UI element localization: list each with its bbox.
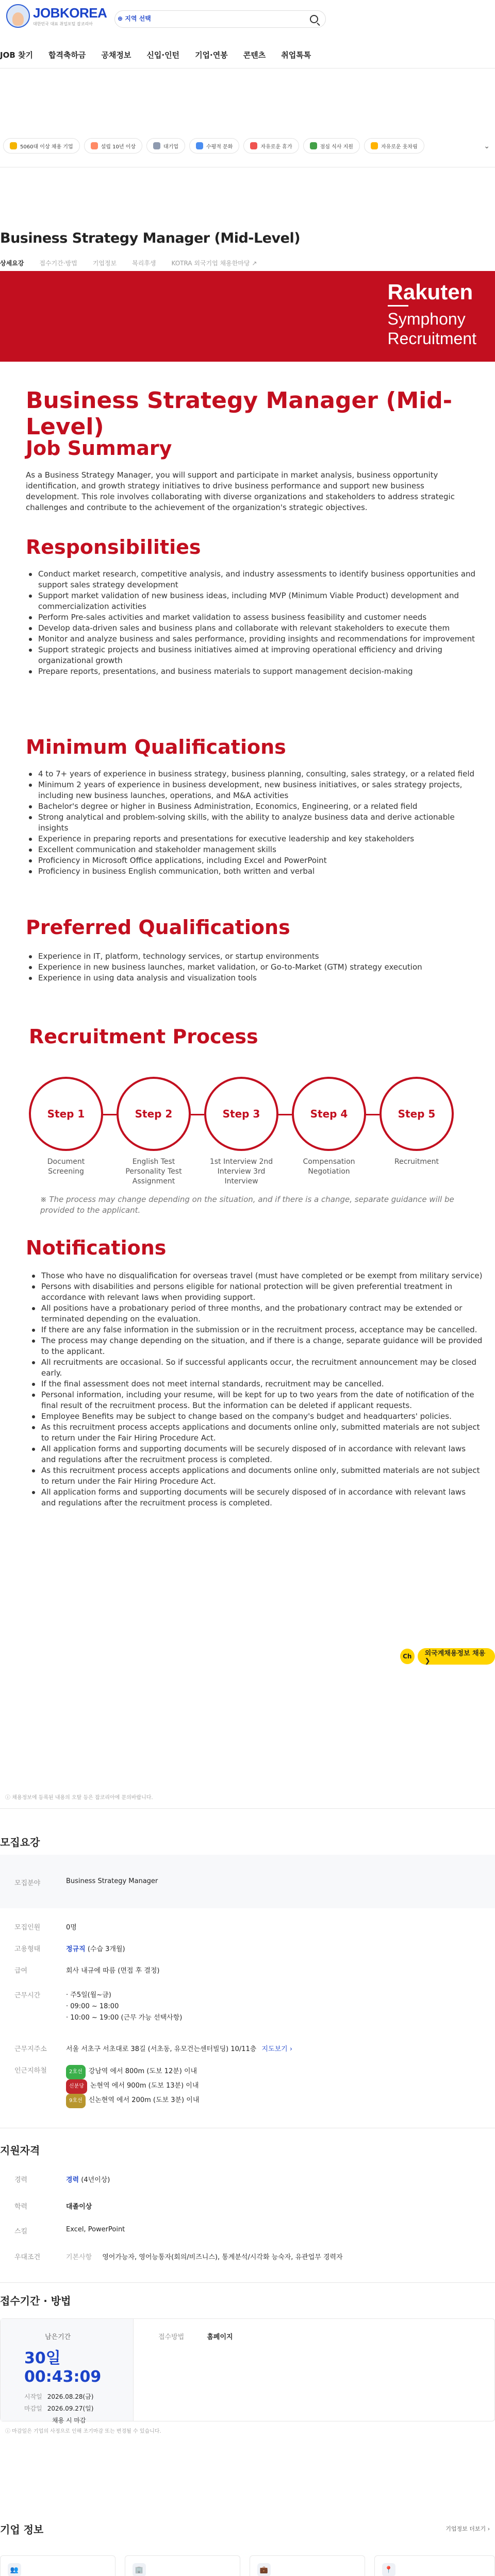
subway-line-badge: 9호선 bbox=[66, 2094, 86, 2108]
nav-item[interactable]: JOB 찾기 bbox=[0, 50, 33, 60]
header-divider bbox=[0, 68, 495, 69]
list-item: All positions have a probationary period of three months, and the probationary contract may be extended or terminated depending on the evaluation. bbox=[29, 1303, 483, 1325]
apply-notice: ⓘ 마감일은 기업의 사정으로 인해 조기마감 또는 변경될 수 있습니다. bbox=[5, 2429, 161, 2434]
list-item: As this recruitment process accepts applications and documents online only, submitted materials are not subject to return under the Fair Hiring Procedure Act. bbox=[29, 1465, 483, 1487]
process-step bbox=[117, 1077, 191, 1187]
list-item: Prepare reports, presentations, and business materials to support management decision-making bbox=[26, 666, 480, 677]
chip-icon bbox=[10, 142, 17, 149]
detail-tabs bbox=[0, 259, 257, 267]
step-circle: Step 1 bbox=[29, 1077, 103, 1151]
list-item: Support market validation of new business ideas, including MVP (Minimum Viable Product) development and commercialization activities bbox=[26, 590, 480, 612]
method-row: 접수방법 홈페이지 bbox=[158, 2333, 233, 2341]
people-icon: 👥 bbox=[8, 2563, 21, 2576]
remaining-panel: 남은기간 30일 00:43:09 시작일 2026.08.28(금) 마감일 2026.09.27(일) 채용 시 마감 bbox=[1, 2319, 134, 2421]
list-item: The process may change depending on the situation, and if there is a change, separate guidance will be provided to the applicant. bbox=[29, 1335, 483, 1357]
company-banner bbox=[0, 271, 495, 362]
tab-welfare[interactable]: 복리후생 bbox=[132, 260, 156, 267]
nav-item[interactable]: 공채정보 bbox=[101, 50, 131, 60]
quick-chip[interactable]: 점심 식사 지원 bbox=[303, 138, 360, 154]
report-tip: ⓘ 채용정보에 등록된 내용의 오탈 등은 잡코리아에 문의바랍니다. bbox=[5, 1795, 153, 1801]
logo-subtitle: 대한민국 대표 취업포털 잡코리아 bbox=[33, 22, 93, 26]
list-item: If the final assessment does not meet internal standards, recruitment may be cancelled. bbox=[29, 1379, 483, 1389]
company-section-title: 기업 정보 bbox=[0, 2523, 44, 2536]
process-step bbox=[204, 1077, 278, 1187]
tab-details[interactable]: 상세요강 bbox=[0, 260, 24, 267]
list-item: Perform Pre-sales activities and market validation to assess business feasibility and customer needs bbox=[26, 612, 480, 623]
quick-chip[interactable]: 5060대 이상 채용 기업 bbox=[3, 138, 80, 154]
process-step bbox=[380, 1077, 454, 1167]
list-item: Support strategic projects and business initiatives aimed at improving operational efficiency and driving organizational growth bbox=[26, 645, 480, 666]
position-row: 모집분야 Business Strategy Manager bbox=[14, 1877, 158, 1887]
list-item: 4 to 7+ years of experience in business strategy, business planning, consulting, sales strategy, or a related field bbox=[26, 769, 480, 779]
chip-icon bbox=[371, 142, 378, 149]
list-item: Develop data-driven sales and business plans and collaborate with relevant stakeholders to execute them bbox=[26, 623, 480, 634]
countdown-timer: 30일 00:43:09 bbox=[24, 2349, 102, 2386]
quick-chip[interactable]: 자유로운 휴가 bbox=[243, 138, 299, 154]
min-qualifications-list bbox=[26, 769, 480, 877]
apply-box bbox=[0, 2318, 495, 2424]
qualification-section-title: 지원자격 bbox=[0, 2144, 40, 2157]
summary-heading: Job Summary bbox=[26, 437, 172, 460]
notifications-heading: Notifications bbox=[26, 1236, 167, 1259]
tab-kotra-link[interactable]: KOTRA 외국기업 채용한마당 ↗ bbox=[171, 260, 257, 267]
quick-chip[interactable]: 자유로운 옷차림 bbox=[364, 138, 424, 154]
section-divider bbox=[0, 2282, 495, 2283]
employment-row: 고용형태 정규직 (수습 3개월) bbox=[14, 1945, 125, 1953]
logo-text: JOBKOREA bbox=[33, 5, 107, 21]
main-nav bbox=[0, 49, 311, 60]
list-item: All application forms and supporting documents will be securely disposed of in accordance with relevant laws and regulations after the recruitment process is completed. bbox=[29, 1487, 483, 1509]
site-logo[interactable] bbox=[6, 4, 107, 28]
jd-heading: Business Strategy Manager (Mid-Level) bbox=[26, 387, 453, 440]
logo-mascot-icon bbox=[6, 4, 30, 28]
list-item: Excellent communication and stakeholder management skills bbox=[26, 844, 480, 855]
quick-chip[interactable]: 대기업 bbox=[146, 138, 185, 154]
list-item: Experience in using data analysis and visualization tools bbox=[26, 973, 480, 984]
step-description: Compensation Negotiation bbox=[303, 1158, 355, 1176]
hours-row: 근무시간 · 주5일(월~금) · 09:00 ~ 18:00 · 10:00 ~ 19:00 (근무 가능 선택사항) bbox=[14, 1991, 183, 2022]
preferred-qualifications-heading: Preferred Qualifications bbox=[26, 916, 290, 939]
step-connector bbox=[366, 1114, 380, 1115]
company-info-card bbox=[0, 2555, 116, 2576]
step-connector bbox=[278, 1114, 292, 1115]
list-item: Those who have no disqualification for overseas travel (must have completed or be exempt from military service) bbox=[29, 1270, 483, 1281]
section-divider bbox=[0, 1808, 495, 1809]
min-qualifications-heading: Minimum Qualifications bbox=[26, 736, 286, 758]
map-link[interactable]: 지도보기 › bbox=[261, 2045, 293, 2053]
list-item: Conduct market research, competitive analysis, and industry assessments to identify business opportunities and support sales strategy development bbox=[26, 569, 480, 590]
list-item: Persons with disabilities and persons eligible for national protection will be given preferential treatment in accordance with relevant laws when providing support. bbox=[29, 1281, 483, 1303]
process-heading: Recruitment Process bbox=[29, 1025, 258, 1048]
nav-item[interactable]: 콘텐츠 bbox=[243, 50, 266, 60]
list-item: Experience in preparing reports and presentations for executive leadership and key stakeholders bbox=[26, 834, 480, 844]
list-item: Personal information, including your resume, will be kept for up to two years from the date of notification of the final result of the recruitment process. But the information can be deleted if applicant requests. bbox=[29, 1389, 483, 1411]
skill-row: 스킬 Excel, PowerPoint bbox=[14, 2226, 125, 2235]
nav-item[interactable]: 기업·연봉 bbox=[195, 50, 228, 60]
list-item: Minimum 2 years of experience in business development, new business initiatives, or sales strategy projects, including new business launches, operations, and M&A activities bbox=[26, 779, 480, 801]
company-info-card bbox=[125, 2555, 240, 2576]
summary-text: As a Business Strategy Manager, you will support and participate in market analysis, business opportunity identification, and growth strategy initiatives to drive business performance and support new business development. This role involves collaborating with diverse organizations and stakeholders to address strategic challenges and contribute to the achievement of the organization's strategic objectives. bbox=[26, 470, 455, 512]
notifications-list bbox=[29, 1270, 483, 1509]
chip-icon bbox=[196, 142, 203, 149]
process-step bbox=[29, 1077, 103, 1177]
salary-row: 급여 회사 내규에 따름 (면접 후 결정) bbox=[14, 1967, 160, 1975]
nav-item[interactable]: 취업톡톡 bbox=[281, 50, 311, 60]
step-circle: Step 2 bbox=[117, 1077, 191, 1151]
subway-line-badge: 2호선 bbox=[66, 2065, 86, 2079]
company-info-card bbox=[250, 2555, 365, 2576]
process-step bbox=[292, 1077, 366, 1177]
company-more-link[interactable]: 기업정보 더보기 › bbox=[446, 2526, 490, 2532]
tab-apply-period[interactable]: 접수기간·방법 bbox=[39, 260, 77, 267]
chip-icon bbox=[153, 142, 160, 149]
step-circle: Step 3 bbox=[204, 1077, 278, 1151]
company-info-card bbox=[374, 2555, 495, 2576]
apply-channel-label: 외국계채용정보 채용 ❯ bbox=[418, 1648, 495, 1665]
location-row: 근무지주소 서울 서초구 서초대로 38길 (서초동, 유모건는센터빌딩) 10/11층 지도보기 › bbox=[14, 2045, 293, 2053]
process-steps bbox=[29, 1077, 472, 1185]
step-connector bbox=[103, 1114, 117, 1115]
step-circle: Step 4 bbox=[292, 1077, 366, 1151]
list-item: Strong analytical and problem-solving skills, with the ability to analyze business data and derive actionable insights bbox=[26, 812, 480, 834]
rakuten-logo: Rakuten Symphony Recruitment bbox=[387, 280, 476, 348]
subway-line-badge: 신분당 bbox=[66, 2079, 87, 2094]
list-item: As this recruitment process accepts applications and documents online only, submitted materials are not subject to return under the Fair Hiring Procedure Act. bbox=[29, 1422, 483, 1444]
nav-item[interactable]: 신입·인턴 bbox=[146, 50, 180, 60]
quick-chip[interactable]: 수평적 문화 bbox=[189, 138, 239, 154]
list-item: Experience in new business launches, market validation, or Go-to-Market (GTM) strategy execution bbox=[26, 962, 480, 973]
list-item: Proficiency in business English communication, both written and verbal bbox=[26, 866, 480, 877]
list-item: All recruitments are occasional. So if successful applicants occur, the recruitment announcement may be closed early. bbox=[29, 1357, 483, 1379]
preference-row: 우대조건 기본사항 영어가능자, 영어능통자(회의/비즈니스), 통계분석/시각화 능숙자, 유관업무 경력자 bbox=[14, 2253, 343, 2261]
chip-icon bbox=[250, 142, 257, 149]
subway-row: 인근지하철 2호선 강남역 에서 800m (도보 12분) 이내 신분당 논현역 에서 900m (도보 13분) 이내 9호선 신논현역 에서 200m (도보 3분) 이내 bbox=[14, 2065, 199, 2108]
quick-filter-chips bbox=[0, 138, 495, 154]
building-icon: 🏢 bbox=[133, 2563, 146, 2576]
apply-channel-button[interactable] bbox=[400, 1648, 495, 1665]
apply-section-title: 접수기간 · 방법 bbox=[0, 2295, 71, 2307]
nav-item[interactable]: 합격축하금 bbox=[48, 50, 86, 60]
region-select-button[interactable]: ⊕ 지역 선택 bbox=[118, 15, 151, 22]
site-header bbox=[0, 0, 495, 44]
chip-icon bbox=[91, 142, 98, 149]
summary-section-title: 모집요강 bbox=[0, 1836, 40, 1849]
step-description: English Test Personality Test Assignment bbox=[125, 1158, 182, 1185]
briefcase-icon: 💼 bbox=[257, 2563, 271, 2576]
count-row: 모집인원 0명 bbox=[14, 1924, 77, 1931]
step-description: 1st Interview 2nd Interview 3rd Interview bbox=[209, 1158, 273, 1185]
position-box bbox=[0, 1855, 495, 1908]
channel-logo-icon: Ch bbox=[400, 1649, 415, 1664]
process-note: ※ The process may change depending on the situation, and if there is a change, separate guidance will be provided to the applicant. bbox=[40, 1195, 454, 1215]
quick-chip[interactable]: 설립 10년 이상 bbox=[84, 138, 142, 154]
list-item: All application forms and supporting documents will be securely disposed of in accordance with relevant laws and regulations after the recruitment process is completed. bbox=[29, 1444, 483, 1465]
method-value: 홈페이지 bbox=[207, 2333, 233, 2341]
job-title: Business Strategy Manager (Mid-Level) bbox=[0, 230, 301, 246]
location-pin-icon: 📍 bbox=[382, 2563, 395, 2576]
search-icon[interactable] bbox=[310, 15, 318, 23]
list-item: Monitor and analyze business and sales performance, providing insights and recommendations for improvement bbox=[26, 634, 480, 645]
responsibilities-list bbox=[26, 569, 480, 677]
career-row: 경력 경력 (4년이상) bbox=[14, 2176, 110, 2184]
chip-icon bbox=[310, 142, 317, 149]
list-item: Employee Benefits may be subject to change based on the company's budget and headquarters' policies. bbox=[29, 1411, 483, 1422]
preferred-qualifications-list bbox=[26, 951, 480, 984]
step-description: Recruitment bbox=[394, 1158, 439, 1166]
list-item: Proficiency in Microsoft Office applications, including Excel and PowerPoint bbox=[26, 855, 480, 866]
education-row: 학력 대졸이상 bbox=[14, 2203, 92, 2211]
step-circle: Step 5 bbox=[380, 1077, 454, 1151]
responsibilities-heading: Responsibilities bbox=[26, 536, 201, 558]
chevron-down-icon[interactable]: ⌄ bbox=[484, 142, 490, 150]
list-item: If there are any false information in the submission or in the recruitment process, acceptance may be cancelled. bbox=[29, 1325, 483, 1335]
list-item: Bachelor's degree or higher in Business Administration, Economics, Engineering, or a related field bbox=[26, 801, 480, 812]
tab-company[interactable]: 기업정보 bbox=[92, 260, 117, 267]
step-connector bbox=[191, 1114, 204, 1115]
step-description: Document Screening bbox=[47, 1158, 85, 1176]
list-item: Experience in IT, platform, technology services, or startup environments bbox=[26, 951, 480, 962]
